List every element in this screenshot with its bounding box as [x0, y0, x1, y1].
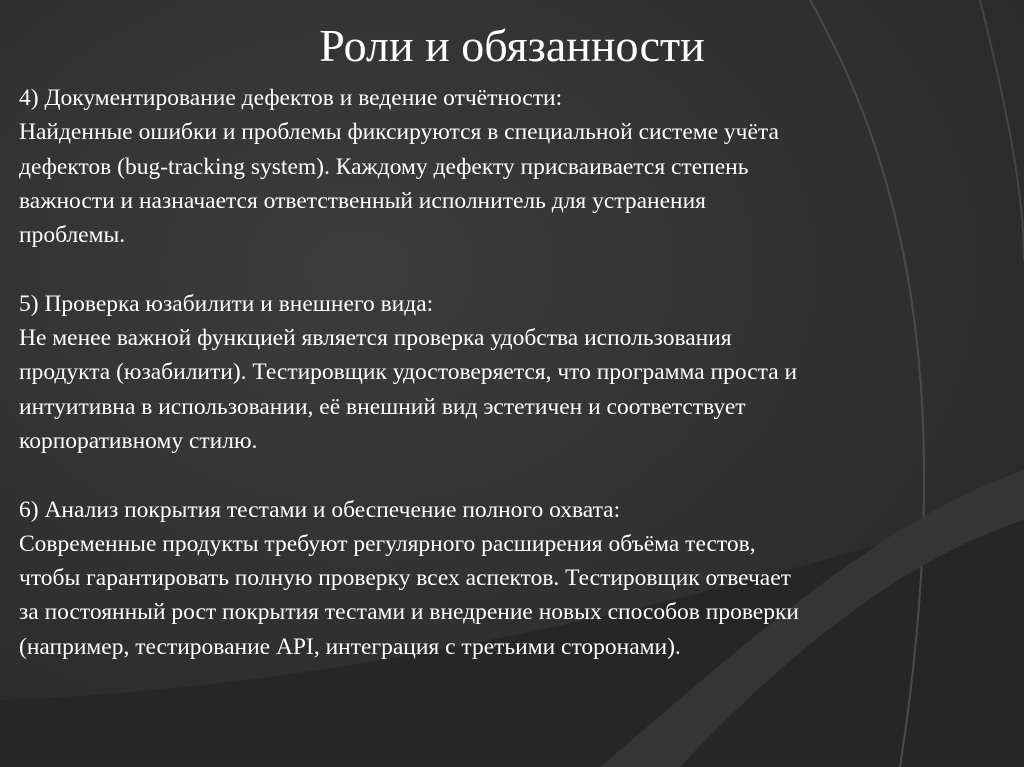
section-line: (например, тестирование API, интеграция с третьими сторонами).	[19, 633, 681, 660]
section-test-coverage	[19, 493, 999, 664]
slide-title: Роли и обязанности	[319, 20, 705, 71]
section-heading: 5) Проверка юзабилити и внешнего вида:	[19, 290, 434, 317]
section-line: корпоративному стилю.	[19, 427, 258, 454]
section-line: Не менее важной функцией является проверка удобства использования	[19, 325, 732, 352]
slide-content	[19, 81, 999, 698]
section-line: важности и назначается ответственный исполнитель для устранения	[19, 187, 706, 214]
section-defect-documentation	[19, 81, 999, 252]
section-line: интуитивна в использовании, её внешний вид эстетичен и соответствует	[19, 393, 746, 420]
section-line: дефектов (bug-tracking system). Каждому дефекту присваивается степень	[19, 153, 749, 180]
section-line: чтобы гарантировать полную проверку всех аспектов. Тестировщик отвечает	[19, 565, 791, 592]
section-line: Современные продукты требуют регулярного расширения объёма тестов,	[19, 530, 756, 557]
section-line: продукта (юзабилити). Тестировщик удостоверяется, что программа проста и	[19, 359, 798, 386]
section-line: проблемы.	[19, 222, 126, 249]
section-heading: 4) Документирование дефектов и ведение отчётности:	[19, 85, 563, 111]
section-usability-check	[19, 287, 999, 458]
section-heading: 6) Анализ покрытия тестами и обеспечение полного охвата:	[19, 496, 621, 523]
section-line: за постоянный рост покрытия тестами и внедрение новых способов проверки	[19, 599, 799, 626]
section-line: Найденные ошибки и проблемы фиксируются в специальной системе учёта	[19, 119, 779, 146]
